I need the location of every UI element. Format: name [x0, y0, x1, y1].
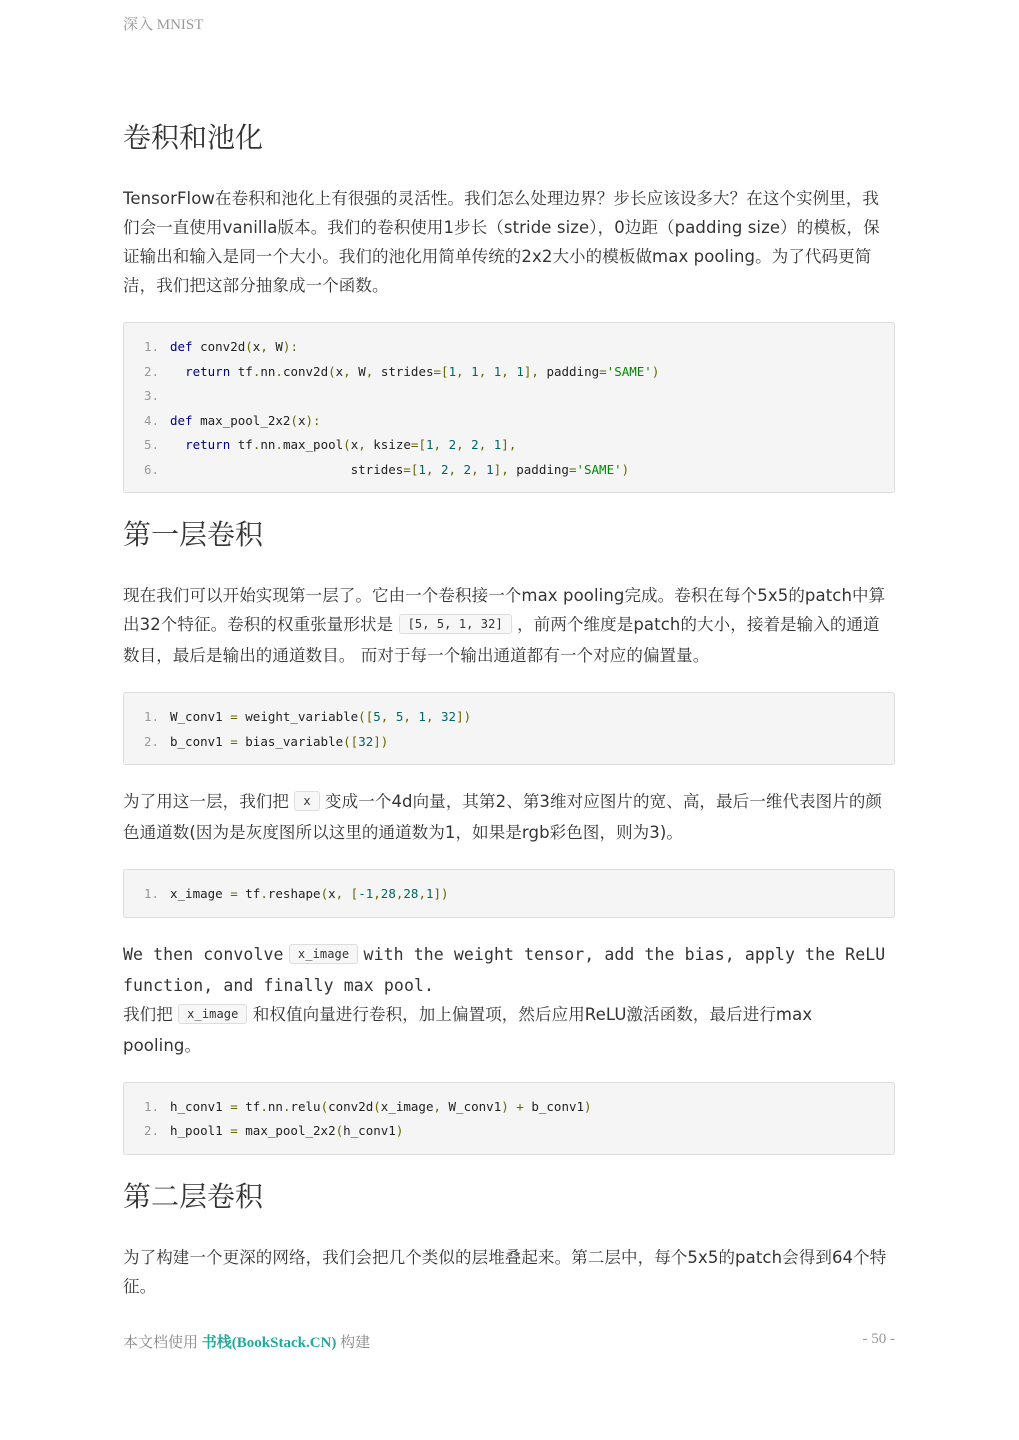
document-body	[123, 118, 895, 1323]
code-line	[144, 433, 874, 458]
line-number: 2.	[144, 733, 160, 749]
text: 我们把	[123, 1004, 173, 1024]
footer-suffix: 构建	[340, 1335, 371, 1351]
inline-code-x-image: x_image	[289, 944, 358, 964]
text-en: with the weight tensor, add the bias, apply the ReLU function, and finally max pool.	[123, 944, 886, 995]
text: 和权值向量进行卷积，加上偏置项，然后应用ReLU激活函数，最后进行max pooling。	[123, 1004, 813, 1055]
line-number: 6.	[144, 461, 160, 477]
code-text: b_conv1 = bias_variable([32])	[170, 733, 389, 749]
line-number: 5.	[144, 437, 160, 452]
code-text: return tf.nn.max_pool(x, ksize=[1, 2, 2, 1],	[185, 437, 517, 452]
code-line	[144, 458, 874, 483]
code-line	[144, 409, 874, 434]
line-number: 1.	[144, 1098, 160, 1114]
code-text: h_pool1 = max_pool_2x2(h_conv1)	[170, 1123, 404, 1138]
code-line	[144, 730, 874, 755]
code-text: W_conv1 = weight_variable([5, 5, 1, 32])	[170, 709, 472, 724]
paragraph-conv-pool: TensorFlow在卷积和池化上有很强的灵活性。我们怎么处理边界？步长应该设多大？在这个实例里，我们会一直使用vanilla版本。我们的卷积使用1步长（stride size），0边距（padding size）的模板，保证输出和输入是同一个大小。我们的池化用简单传统的2x2大小的模板做max pooling。为了代码更简洁，我们把这部分抽象成一个函数。	[123, 189, 880, 295]
inline-code-x: x	[294, 791, 319, 811]
line-number: 1.	[144, 886, 160, 901]
text: 现在我们可以开始实现第一层了。它由一个卷积接一个max pooling完成。卷积在每个5x5的patch中算出32个特征。卷积的权重张量形状是	[123, 586, 886, 634]
section-title-first-conv: 第一层卷积	[123, 518, 264, 551]
code-text: h_conv1 = tf.nn.relu(conv2d(x_image, W_conv1) + b_conv1)	[170, 1098, 592, 1114]
line-number: 2.	[144, 363, 160, 379]
line-number: 4.	[144, 412, 160, 428]
paragraph-convolve	[123, 940, 895, 1060]
code-text: def conv2d(x, W):	[170, 339, 298, 354]
footer-prefix: 本文档使用	[123, 1335, 199, 1351]
code-line	[144, 384, 874, 409]
code-line	[144, 1095, 874, 1120]
code-block-conv-pool	[123, 322, 895, 493]
text: ，前两个维度是patch的大小，接着是输入的通道数目，最后是输出的通道数目。 而对于每一个输出通道都有一个对应的偏置量。	[123, 615, 880, 665]
paragraph-reshape	[123, 787, 895, 847]
paragraph-first-conv	[123, 581, 895, 670]
line-number: 1.	[144, 709, 160, 724]
code-text	[170, 384, 178, 409]
code-block-reshape	[123, 869, 895, 918]
code-line	[144, 360, 874, 385]
inline-code-x-image: x_image	[178, 1004, 247, 1024]
paragraph-second-conv: 为了构建一个更深的网络，我们会把几个类似的层堆叠起来。第二层中，每个5x5的patch会得到64个特征。	[123, 1247, 887, 1296]
code-text: return tf.nn.conv2d(x, W, strides=[1, 1, 1, 1], padding='SAME')	[185, 363, 660, 379]
running-header: 深入 MNIST	[123, 17, 204, 33]
text: 变成一个4d向量，其第2、第3维对应图片的宽、高，最后一维代表图片的颜色通道数(因为是灰度图所以这里的通道数为1，如果是rgb彩色图，则为3)。	[123, 792, 883, 842]
text: 为了用这一层，我们把	[123, 792, 289, 811]
code-line	[144, 705, 874, 730]
text-en: We then convolve	[123, 944, 284, 964]
line-number: 3.	[144, 388, 160, 403]
inline-code-shape: [5, 5, 1, 32]	[399, 614, 512, 634]
code-block-relu-pool	[123, 1082, 895, 1155]
code-line	[144, 882, 874, 907]
section-title-second-conv: 第二层卷积	[123, 1179, 264, 1213]
section-title-conv-pool: 卷积和池化	[123, 121, 264, 154]
code-line	[144, 335, 874, 360]
line-number: 1.	[144, 339, 160, 354]
code-text: strides=[1, 2, 2, 1], padding='SAME')	[170, 461, 630, 477]
code-block-weights	[123, 692, 895, 765]
line-number: 2.	[144, 1123, 160, 1138]
code-text: x_image = tf.reshape(x, [-1,28,28,1])	[170, 886, 449, 901]
footer-brand-link[interactable]: 书栈(BookStack.CN)	[201, 1335, 337, 1351]
code-text: def max_pool_2x2(x):	[170, 412, 321, 428]
footer-credit	[123, 1331, 370, 1352]
code-line	[144, 1119, 874, 1144]
page-number: - 50 -	[862, 1331, 895, 1347]
